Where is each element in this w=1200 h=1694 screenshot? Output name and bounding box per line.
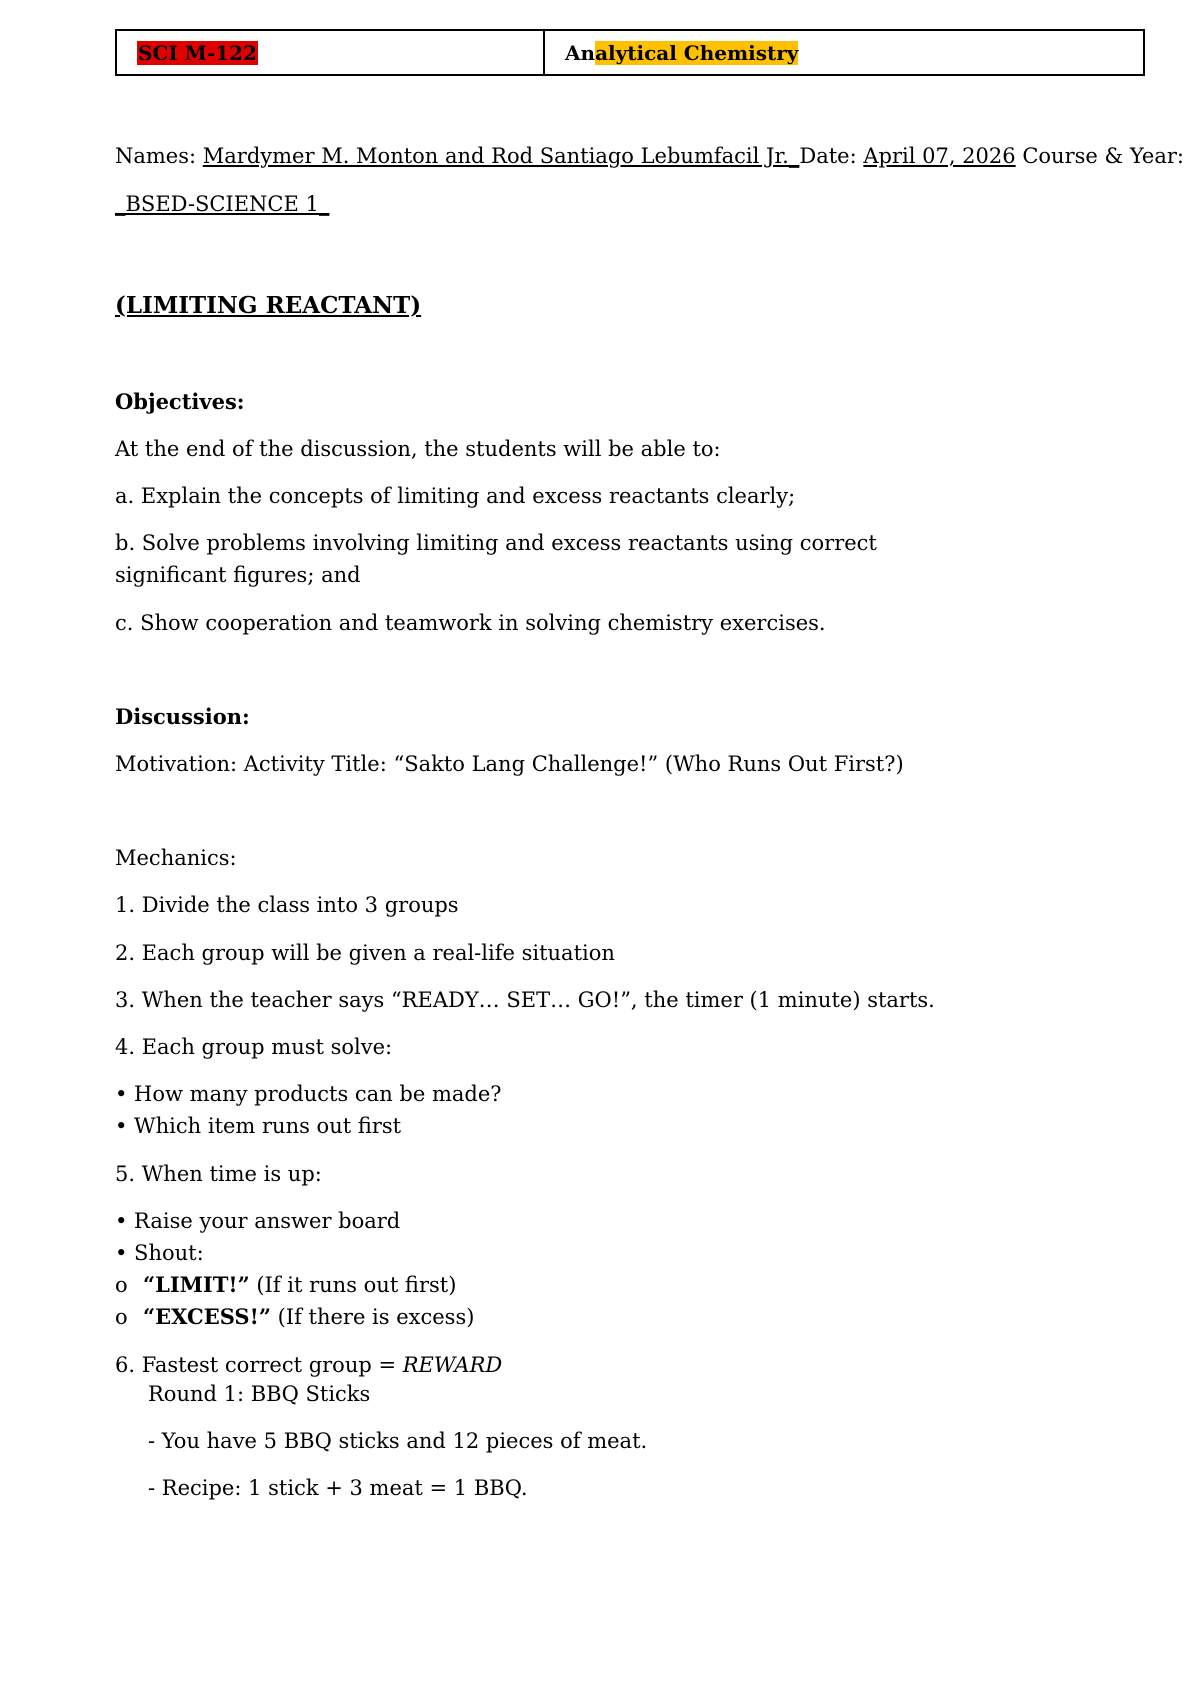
course-code: SCI M-122 (138, 40, 257, 65)
step-5-bullet-b: • Shout: (115, 1241, 204, 1265)
hollow-circle-icon: o (115, 1273, 128, 1297)
step-4-bullet-a: • How many products can be made? (115, 1082, 502, 1106)
sub-bullet-excess (115, 1303, 474, 1331)
course-code-cell (117, 31, 545, 74)
motivation-line: Motivation: Activity Title: “Sakto Lang Challenge!” (Who Runs Out First?) (115, 752, 904, 776)
date-label: Date: (799, 144, 857, 168)
round-1-title: Round 1: BBQ Sticks (148, 1382, 371, 1406)
step-5-bullet-a: • Raise your answer board (115, 1209, 401, 1233)
mechanics-step-6 (115, 1351, 502, 1379)
course-header-table (115, 29, 1145, 76)
limit-shout: “LIMIT!” (143, 1272, 250, 1297)
subject-title (565, 41, 798, 65)
objectives-heading: Objectives: (115, 389, 245, 414)
names-label: Names: (115, 144, 197, 168)
date-value: April 07, 2026 (863, 144, 1016, 168)
course-label: Course & Year: (1022, 144, 1184, 168)
excess-note: (If there is excess) (270, 1305, 475, 1329)
course-value: _BSED-SCIENCE 1_ (115, 192, 330, 216)
round-1-item-1: - You have 5 BBQ sticks and 12 pieces of meat. (148, 1429, 648, 1453)
objective-a: a. Explain the concepts of limiting and excess reactants clearly; (115, 484, 796, 508)
step-6-reward: REWARD (402, 1353, 503, 1377)
objective-b-line2: significant figures; and (115, 563, 361, 587)
objective-c: c. Show cooperation and teamwork in solving chemistry exercises. (115, 611, 826, 635)
discussion-heading: Discussion: (115, 704, 250, 729)
objective-b-line1: b. Solve problems involving limiting and excess reactants using correct (115, 531, 877, 555)
mechanics-step-3: 3. When the teacher says “READY… SET… GO!”, the timer (1 minute) starts. (115, 988, 935, 1012)
objectives-intro: At the end of the discussion, the students will be able to: (115, 437, 721, 461)
round-1-item-2: - Recipe: 1 stick + 3 meat = 1 BBQ. (148, 1476, 528, 1500)
subject-prefix: An (565, 40, 596, 65)
mechanics-step-4: 4. Each group must solve: (115, 1035, 393, 1059)
step-6-text: 6. Fastest correct group = (115, 1353, 403, 1377)
subject-cell (545, 31, 1143, 74)
mechanics-step-5: 5. When time is up: (115, 1162, 322, 1186)
page-title: (LIMITING REACTANT) (115, 292, 422, 319)
hollow-circle-icon: o (115, 1305, 128, 1329)
subject-highlighted: alytical Chemistry (595, 40, 799, 65)
excess-shout: “EXCESS!” (143, 1304, 271, 1329)
step-4-bullet-b: • Which item runs out first (115, 1114, 402, 1138)
names-value: Mardymer M. Monton and Rod Santiago Lebumfacil Jr._ (202, 144, 800, 168)
sub-bullet-limit (115, 1271, 456, 1299)
mechanics-step-2: 2. Each group will be given a real-life situation (115, 941, 615, 965)
mechanics-heading: Mechanics: (115, 846, 237, 870)
course-line (115, 190, 329, 218)
names-line (115, 142, 1184, 170)
mechanics-step-1: 1. Divide the class into 3 groups (115, 893, 459, 917)
limit-note: (If it runs out first) (249, 1273, 457, 1297)
